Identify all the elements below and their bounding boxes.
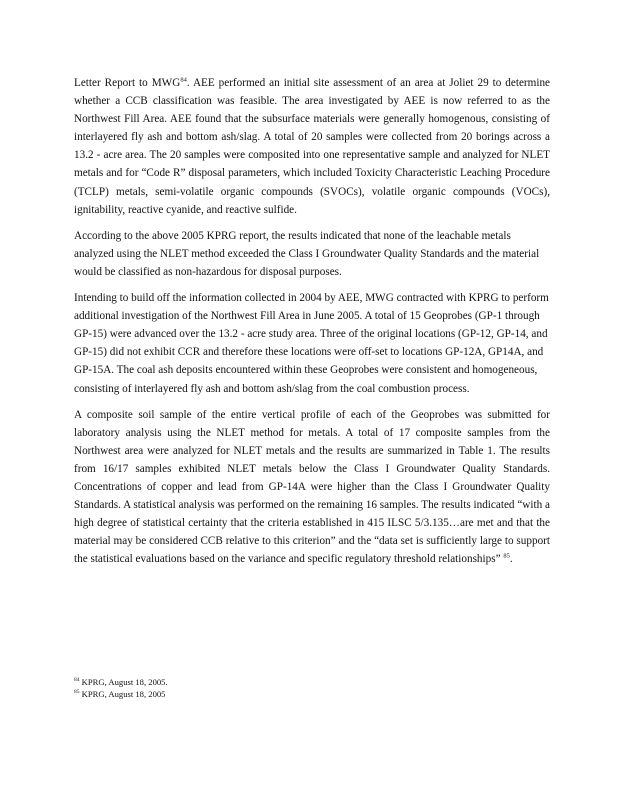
paragraph-site-assessment	[74, 74, 550, 219]
text-segment: . AEE performed an initial site assessment of an area at Joliet 29 to determine whether a CCB classification was feasible. The area investigated by AEE is now referred to as the Northwest Fill Area. AEE found that the subsurface materials were generally homogenous, consisting of interlayered fly ash and bottom ash/slag. A total of 20 samples were collected from 20 borings across a 13.2 - acre area. The 20 samples were composited into one representative sample and analyzed for NLET metals and for “Code R” disposal parameters, which included Toxicity Characteristic Leaching Procedure (TCLP) metals, semi-volatile organic compounds (SVOCs), volatile organic compounds (VOCs), ignitability, reactive cyanide, and reactive sulfide.	[74, 77, 551, 216]
footnote-number: 84	[74, 677, 80, 684]
text-segment: Intending to build off the information collected in 2004 by AEE, MWG contracted with KPRG to perform additional investigation of the Northwest Fill Area in June 2005. A total of 15 Geoprobes (GP-1 through GP-15) were advanced over the 13.2 - acre study area. Three of the original locations (GP-12, GP-14, and GP-15) did not exhibit CCR and therefore these locations were off-set to locations GP-12A, GP14A, and GP-15A. The coal ash deposits encountered within these Geoprobes were consistent and homogeneous, consisting of interlayered fly ash and bottom ash/slag from the coal combustion process.	[74, 292, 549, 395]
footnote-text: KPRG, August 18, 2005.	[81, 677, 168, 687]
paragraph-additional-investigation	[74, 289, 550, 398]
footnote-ref: 85	[503, 552, 510, 560]
paragraph-composite-analysis	[74, 406, 550, 569]
footnote-number: 85	[74, 689, 80, 696]
footnote	[74, 676, 550, 688]
text-segment: A composite soil sample of the entire vertical profile of each of the Geoprobes was submitted for laboratory analysis using the NLET method for metals. A total of 17 composite samples from the Northwest area were analyzed for NLET metals and the results are summarized in Table 1. The results from 16/17 samples exhibited NLET metals below the Class I Groundwater Quality Standards. Concentrations of copper and lead from GP-14A were higher than the Class I Groundwater Quality Standards. A statistical analysis was performed on the remaining 16 samples. The results indicated “with a high degree of statistical certainty that the criteria established in 415 ILSC 5/3.135…are met and that the material may be considered CCB relative to this criterion” and the “data set is sufficiently large to support the statistical evaluations based on the variance and specific regulatory threshold relationships”	[74, 408, 550, 566]
footnote-text: KPRG, August 18, 2005	[81, 689, 166, 699]
text-segment: According to the above 2005 KPRG report, the results indicated that none of the leachable metals analyzed using the NLET method exceeded the Class I Groundwater Quality Standards and the material would be classified as non-hazardous for disposal purposes.	[74, 229, 540, 278]
footnote	[74, 688, 550, 700]
text-segment: Letter Report to MWG	[74, 77, 181, 89]
footnote-ref: 84	[180, 76, 187, 84]
text-segment: .	[509, 553, 513, 566]
body-text	[74, 74, 550, 576]
paragraph-kprg-results	[74, 227, 550, 281]
footnotes	[74, 676, 550, 700]
